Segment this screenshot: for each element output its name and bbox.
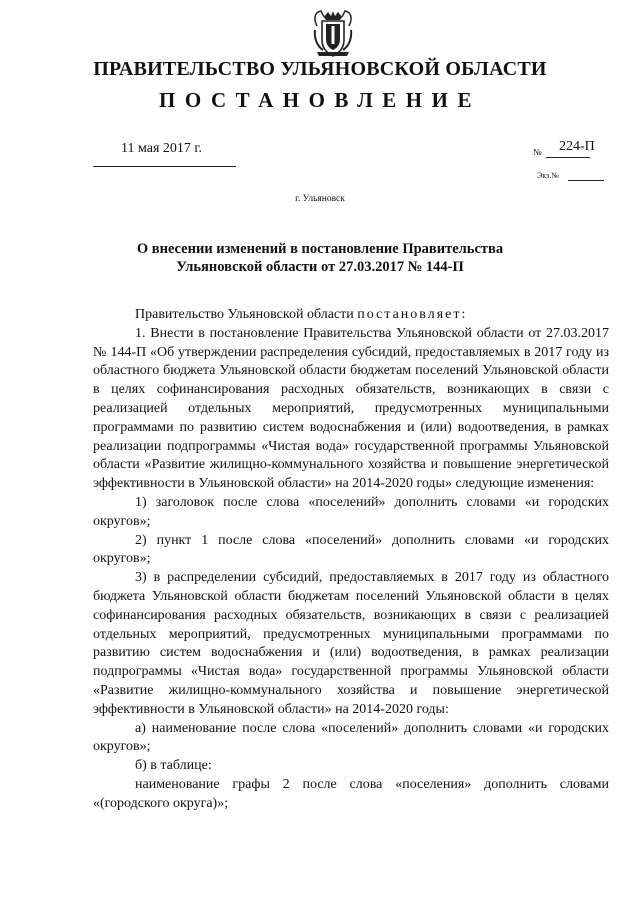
date-underline — [93, 166, 236, 167]
preamble-subject: Правительство Ульяновской области — [135, 307, 354, 322]
paragraph-1: 1. Внести в постановление Правительства Ульяновской области от 27.03.2017 № 144-П «Об утверждении распределения субсидий, предоставляемых в 2017 году из областного бюджета Ульяновской области бюджетам поселений Ульяновской области в целях софинансирования расходных обязательств, возникающих в связи с реализацией отдельных мероприятий, предусмотренных муниципальными программами по развитию систем водоснабжения и (или) водоотведения, в рамках реализации подпрограммы «Чистая вода» государственной программы Ульяновской области «Развитие жилищно-коммунального хозяйства и повышение энергетической эффективности в Ульяновской области» на 2014-2020 годы» следующие изменения: — [93, 325, 609, 492]
document-title — [90, 240, 550, 276]
paragraph-1-3-b: б) в таблице: — [135, 758, 212, 774]
copy-number-label: Экз.№ — [537, 171, 559, 180]
paragraph-1-1: 1) заголовок после слова «поселений» дополнить словами «и городских округов»; — [93, 494, 609, 529]
document-type: ПОСТАНОВЛЕНИЕ — [159, 88, 481, 112]
number-sign: № — [533, 147, 542, 157]
paragraph-1-3-b-1: наименование графы 2 после слова «поселения» дополнить словами «(городского округа)»; — [93, 776, 609, 811]
number-underline — [546, 157, 590, 158]
title-line-1: О внесении изменений в постановление Правительства — [136, 241, 504, 257]
document-body — [93, 306, 609, 814]
coat-of-arms-emblem — [311, 8, 355, 60]
document-number: 224-П — [559, 139, 595, 154]
document-date: 11 мая 2017 г. — [121, 141, 203, 156]
title-line-2: Ульяновской области от 27.03.2017 № 144-П — [176, 259, 464, 275]
paragraph-1-3-a: а) наименование после слова «поселений» дополнить словами «и городских округов»; — [93, 720, 609, 755]
government-name: ПРАВИТЕЛЬСТВО УЛЬЯНОВСКОЙ ОБЛАСТИ — [93, 58, 547, 80]
preamble-verb: постановляет: — [357, 307, 468, 322]
city: г. Ульяновск — [295, 194, 345, 204]
paragraph-1-2: 2) пункт 1 после слова «поселений» дополнить словами «и городских округов»; — [93, 532, 609, 567]
copy-number-underline — [568, 180, 604, 181]
preamble — [93, 306, 609, 325]
paragraph-1-3: 3) в распределении субсидий, предоставляемых в 2017 году из областного бюджета Ульяновской области бюджетам поселений Ульяновской области в целях софинансирования расходных обязательств, возникающих в связи с реализацией отдельных мероприятий, предусмотренных муниципальными программами по развитию систем водоснабжения и (или) водоотведения, в рамках реализации подпрограммы «Чистая вода» государственной программы Ульяновской области «Развитие жилищно-коммунального хозяйства и повышение энергетической эффективности в Ульяновской области» на 2014-2020 годы: — [93, 570, 609, 717]
